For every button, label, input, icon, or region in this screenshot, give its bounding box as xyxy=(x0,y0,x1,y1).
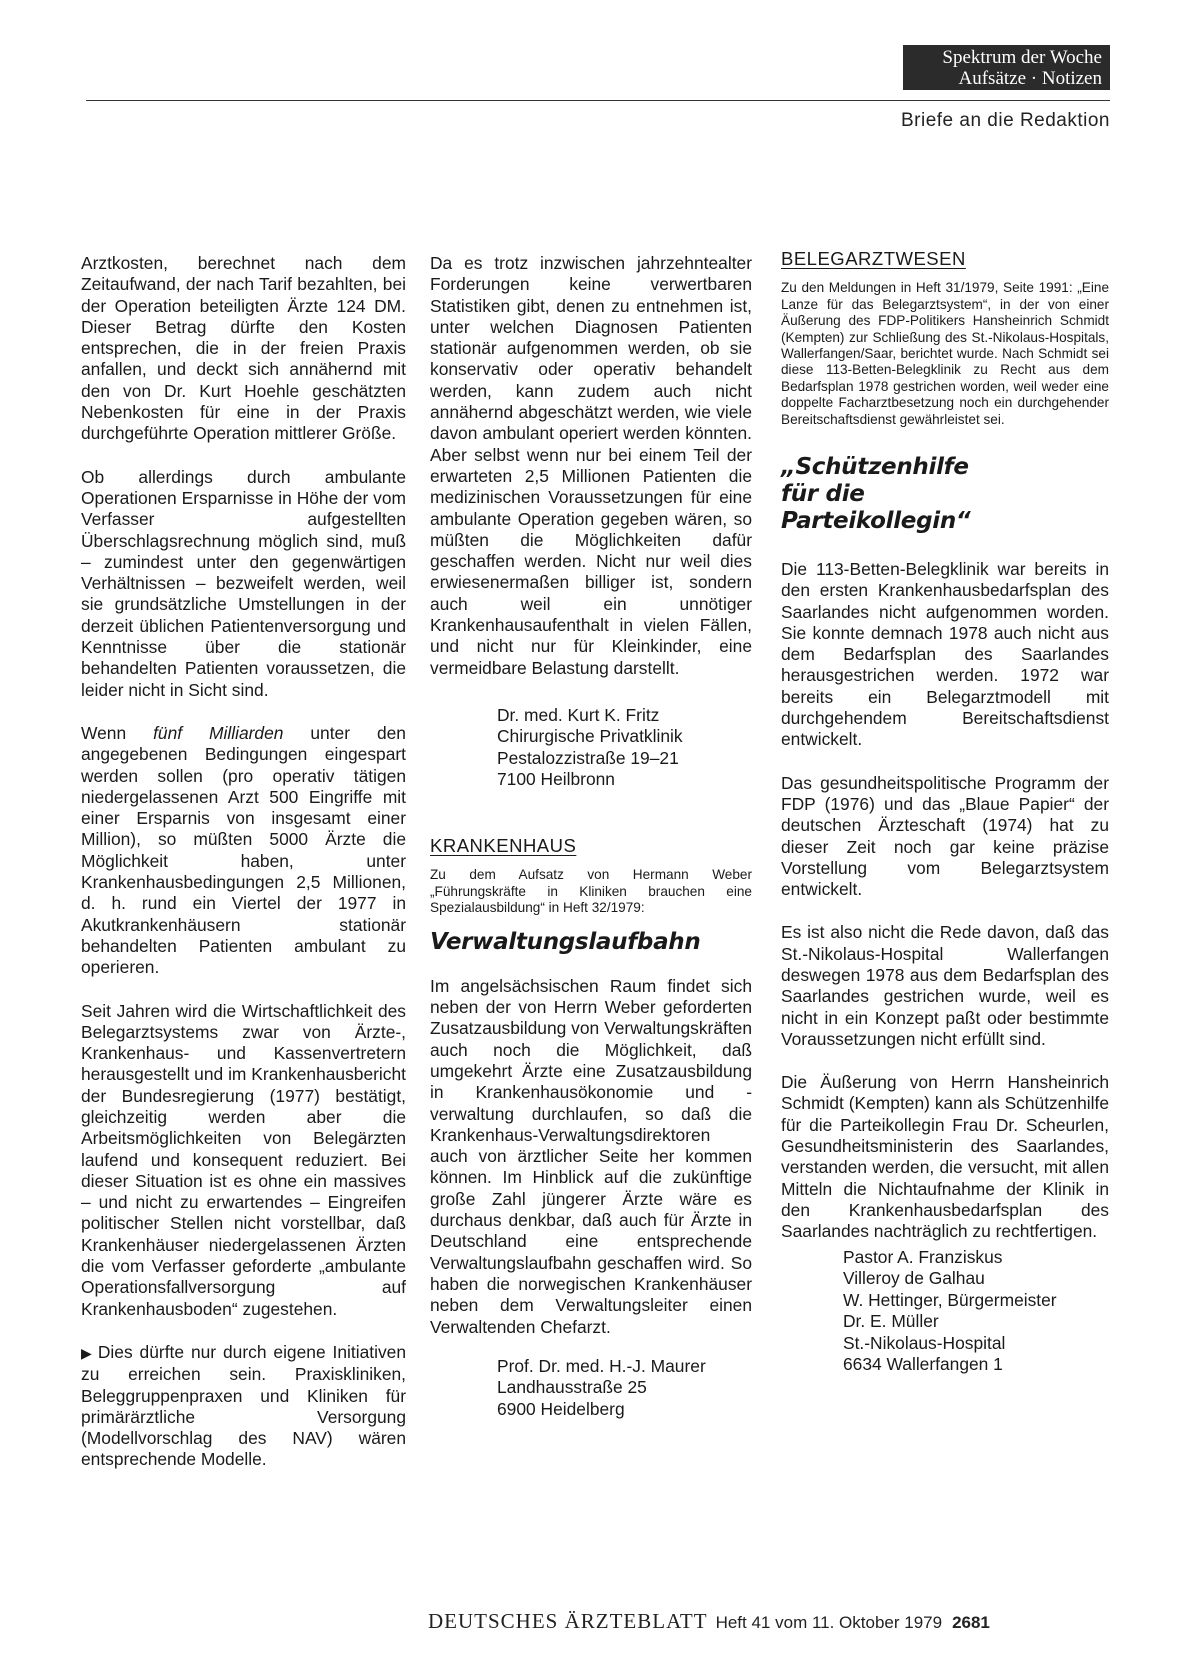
col3-paragraph-1: Die 113-Betten-Belegklinik war bereits in den ersten Krankenhausbedarfsplan des Saarlandes nicht aufgenommen worden. Sie konnte demnach 1978 auch nicht aus dem Bedarfsplan des Saarlandes herausgestrichen werden. 1972 war bereits ein Belegarztmodell mit durchgehendem Bereitschaftsdienst entwickelt. xyxy=(781,558,1109,750)
headline-schuetzenhilfe xyxy=(781,454,1109,535)
section-header-box xyxy=(903,45,1110,90)
signature-line: 7100 Heilbronn xyxy=(497,769,615,790)
header-rule xyxy=(86,100,1110,101)
column-1 xyxy=(81,253,406,1493)
col3-paragraph-3: Es ist also nicht die Rede davon, daß das St.-Nikolaus-Hospital Wallerfangen deswegen 1978 aus dem Bedarfsplan des Saarlandes gestrichen wurde, weil es nicht in ein Konzept paßt oder bestimmte Voraussetzungen nicht erfüllt sind. xyxy=(781,922,1109,1049)
arrow-icon: ▶ xyxy=(81,1344,94,1361)
headline-line: Parteikollegin“ xyxy=(781,507,971,534)
signature-line: Villeroy de Galhau xyxy=(843,1268,985,1289)
col1-p3-start: Wenn xyxy=(81,722,154,743)
signature-line: Prof. Dr. med. H.-J. Maurer xyxy=(497,1355,706,1376)
rubric-krankenhaus xyxy=(430,835,752,856)
col3-paragraph-4: Die Äußerung von Herrn Hansheinrich Schmidt (Kempten) kann als Schützenhilfe für die Parteikollegin Frau Dr. Scheurlen, Gesundheitsministerin des Saarlandes, verstanden werden, die versucht, mit allen Mitteln die Nichtaufnahme der Klinik in den Krankenhausbedarfsplan des Saarlandes nachträglich zu rechtfertigen. xyxy=(781,1072,1109,1242)
signature-line: Dr. E. Müller xyxy=(843,1311,939,1332)
col2-paragraph-1: Da es trotz inzwischen jahrzehntealter Forderungen keine verwertbaren Statistiken gibt, denen zu entnehmen ist, unter welchen Diagnosen Patienten stationär aufgenommen werden, ob sie konservativ oder operativ behandelt werden, kann zudem auch nicht annähernd abgeschätzt werden, wie viele davon ambulant operiert werden könnten. Aber selbst wenn nur bei einem Teil der erwarteten 2,5 Millionen Patienten die medizinischen Voraussetzungen für eine ambulante Operation gegeben wären, so müßten die Möglichkeiten dafür geschaffen werden. Nicht nur weil dies erwiesenermaßen billiger ist, sondern auch weil ein unnötiger Krankenhausaufenthalt in vielen Fällen, und nicht nur für Kleinkinder, eine vermeidbare Belastung darstellt. xyxy=(430,253,752,678)
signature-line: Dr. med. Kurt K. Fritz xyxy=(497,704,660,725)
rubric-belegarztwesen xyxy=(781,248,1109,269)
signature-line: 6634 Wallerfangen 1 xyxy=(843,1354,1003,1375)
signature-line: Chirurgische Privatklinik xyxy=(497,726,683,747)
signature-line: Pastor A. Franziskus xyxy=(843,1246,1003,1267)
header-line-2: Aufsätze · Notizen xyxy=(958,68,1102,89)
signature-fritz xyxy=(497,705,752,791)
col2-paragraph-2: Im angelsächsischen Raum findet sich neben der von Herrn Weber geforderten Zusatzausbildung von Verwaltungskräften auch noch die Möglichkeit, daß umgekehrt Ärzte eine Zusatzausbildung in Krankenhausökonomie und -verwaltung durchlaufen, so daß die Krankenhaus-Verwaltungsdirektoren auch von ärztlicher Seite her kommen können. Im Hinblick auf die zukünftige große Zahl jüngerer Ärzte wäre es durchaus denkbar, daß auch für Ärzte in Deutschland eine entsprechende Verwaltungslaufbahn geschaffen wird. So haben die norwegischen Krankenhäuser neben dem Verwaltungsleiter einen Verwaltenden Chefarzt. xyxy=(430,975,752,1337)
rubric-text: BELEGARZTWESEN xyxy=(781,248,966,269)
intro-belegarztwesen: Zu den Meldungen in Heft 31/1979, Seite 1991: „Eine Lanze für das Belegarztsystem“, in der von einer Äußerung des FDP-Politikers Hansheinrich Schmidt (Kempten) zur Schließung des St.-Nikolaus-Hospitals, Wallerfangen/Saar, berichtet wurde. Nach Schmidt sei diese 113-Betten-Belegklinik zu Recht aus dem Bedarfsplan 1978 gestrichen worden, weil weder eine doppelte Facharztbesetzung noch ein durchgehender Bereitschaftsdienst gewährleistet sei. xyxy=(781,280,1109,427)
journal-name: DEUTSCHES ÄRZTEBLATT xyxy=(428,1609,708,1633)
col1-paragraph-3 xyxy=(81,723,406,979)
issue-info: Heft 41 vom 11. Oktober 1979 xyxy=(715,1613,943,1632)
intro-krankenhaus: Zu dem Aufsatz von Hermann Weber „Führungskräfte in Kliniken brauchen eine Spezialausbildung“ in Heft 32/1979: xyxy=(430,867,752,916)
page-number: 2681 xyxy=(952,1613,990,1632)
signature-line: W. Hettinger, Bürgermeister xyxy=(843,1289,1057,1310)
signature-maurer xyxy=(497,1356,752,1421)
col1-p3-rest: unter den angegebenen Bedingungen eingespart werden sollen (pro operativ tätigen niedergelassenen Arzt 500 Eingriffe mit einer Ersparnis von insgesamt einer Million), so müßten 5000 Ärzte die Möglichkeit haben, unter Krankenhausbedingungen 2,5 Millionen, d. h. rund ein Viertel der 1977 in Akutkrankenhäusern stationär behandelten Patienten ambulant zu operieren. xyxy=(81,722,406,978)
headline-line: für die xyxy=(781,480,865,507)
col3-paragraph-2: Das gesundheitspolitische Programm der FDP (1976) und das „Blaue Papier“ der deutschen Ärzteschaft (1974) hat zu dieser Zeit noch gar keine präzise Vorstellung vom Belegarztsystem entwickelt. xyxy=(781,772,1109,900)
headline-line: „Schützenhilfe xyxy=(781,453,969,480)
signature-line: 6900 Heidelberg xyxy=(497,1398,625,1419)
headline-verwaltungslaufbahn: Verwaltungslaufbahn xyxy=(430,929,701,956)
col1-paragraph-1: Arztkosten, berechnet nach dem Zeitaufwand, der nach Tarif bezahlten, bei der Operation beteiligten Ärzte 124 DM. Dieser Betrag dürfte den Kosten entsprechen, die in der freien Praxis anfallen, und deckt sich annähernd mit den von Dr. Kurt Hoehle geschätzten Nebenkosten für eine in der Praxis durchgeführte Operation mittlerer Größe. xyxy=(81,253,406,444)
signature-line: Pestalozzistraße 19–21 xyxy=(497,747,679,768)
col1-paragraph-4: Seit Jahren wird die Wirtschaftlichkeit des Belegarztsystems zwar von Ärzte-, Krankenhaus- und Kassenvertretern herausgestellt und im Krankenhausbericht der Bundesregierung (1977) bestätigt, gleichzeitig werden aber die Arbeitsmöglichkeiten von Belegärzten laufend und konsequent reduziert. Bei dieser Situation ist es ohne ein massives – und nicht zu erwartendes – Eingreifen politischer Stellen nicht vorstellbar, daß Krankenhäuser niedergelassenen Ärzten die vom Verfasser geforderte „ambulante Operationsfallversorgung auf Krankenhausboden“ zugestehen. xyxy=(81,1000,406,1319)
rubric-text: KRANKENHAUS xyxy=(430,834,577,856)
signature-line: St.-Nikolaus-Hospital xyxy=(843,1332,1006,1353)
col1-p3-emphasis: fünf Milliarden xyxy=(153,722,284,743)
signature-franziskus xyxy=(843,1247,1109,1376)
column-3 xyxy=(781,248,1109,1376)
header-line-1: Spektrum der Woche xyxy=(942,47,1102,68)
col1-p5-text: Dies dürfte nur durch eigene Initiativen zu erreichen sein. Praxiskliniken, Beleggruppenpraxen und Kliniken für primärärztliche Versorgung (Modellvorschlag des NAV) wären entsprechende Modelle. xyxy=(81,1341,406,1470)
column-2 xyxy=(430,253,752,1420)
col1-paragraph-5 xyxy=(81,1342,406,1471)
section-label: Briefe an die Redaktion xyxy=(900,110,1110,131)
page-footer xyxy=(428,1609,1090,1634)
col1-paragraph-2: Ob allerdings durch ambulante Operationen Ersparnisse in Höhe der vom Verfasser aufgestellten Überschlagsrechnung möglich sind, muß – zumindest unter den gegenwärtigen Verhältnissen – bezweifelt werden, weil sie grundsätzliche Umstellungen in der derzeit üblichen Patientenversorgung und Kenntnisse über die stationär behandelten Patienten voraussetzen, die leider nicht in Sicht sind. xyxy=(81,466,406,700)
signature-line: Landhausstraße 25 xyxy=(497,1377,647,1398)
